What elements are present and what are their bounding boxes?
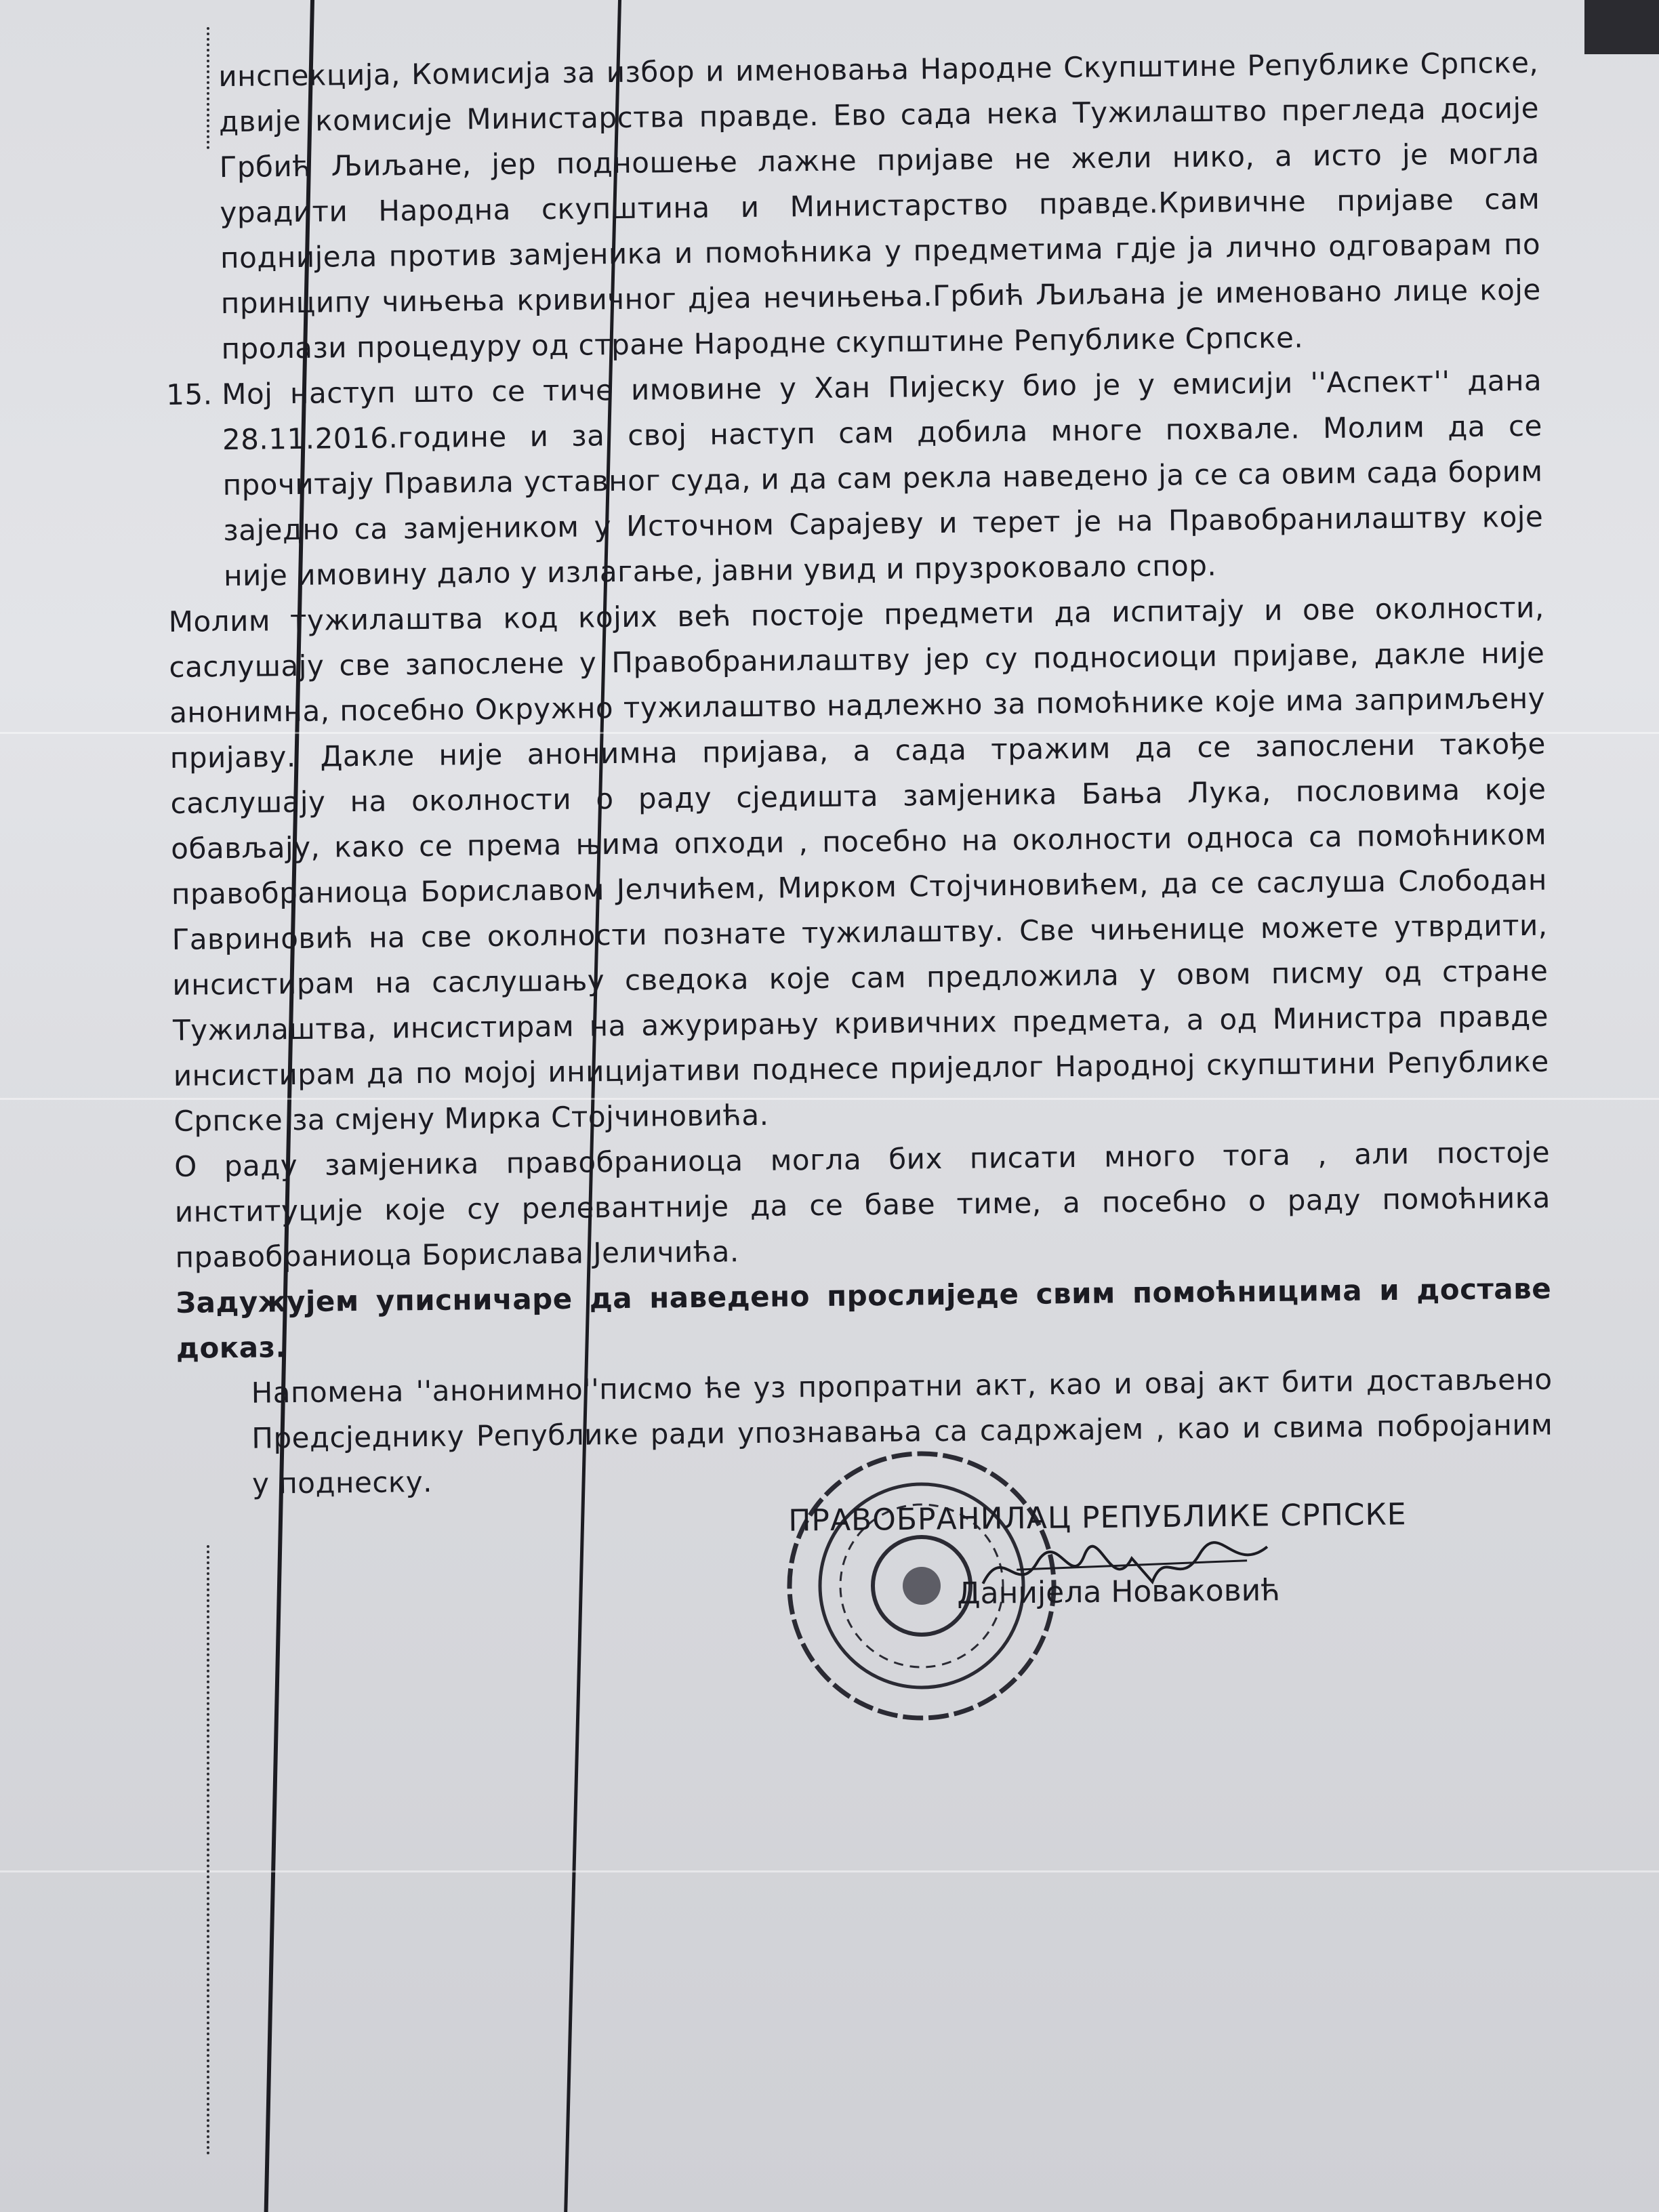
handwritten-signature (976, 1526, 1275, 1611)
list-number: 15. (166, 377, 213, 411)
paragraph-instruction: Задужујем уписничаре да наведено прослиједе свим помоћницима и доставе доказ. (176, 1271, 1552, 1365)
dotted-margin (207, 1545, 212, 2155)
signature-block (758, 1491, 1437, 1620)
paragraph-continuation: инспекција, Комисија за избор и именовања Народне Скупштине Републике Српске, двије комисије Министарства правде. Ево сада нека Тужилаштво прегледа досије Грбић Љиљане, јер подношење лажне пријаве не жели нико, а исто је могла урадити Народна скупштина и Министарство правде.Кривичне пријаве сам поднијела против замјеника и помоћника у предметима гдје ја лично одговарам по принципу чињења кривичног дјеа нечињења.Грбић Љиљана је именовано лице које пролази процедуру од стране Народне скупштине Републике Српске. (218, 45, 1542, 366)
list-item-15 (166, 358, 1544, 599)
paragraph-request: Молим тужилаштва код којих већ постоје предмети да испитају и ове околности, саслушају све запослене у Правобранилаштву јер су подносиоци пријаве, дакле није анонимна, посебно Окружно тужилаштво надлежно за помоћнике које има запримљену пријаву. Дакле није анонимна пријава, а сада тражим да се запослени такође саслушају на околности о раду сједишта замјеника Бања Лука, пословима које обављају, како се према њима опходи , посебно на околности односа са помоћником правобраниоца Бориславом Јелчићем, Мирком Стојчиновићем, да се саслуша Слободан Гавриновић на све околности познате тужилаштву. Све чињенице можете утврдити, инсистирам на саслушању сведока које сам предложила у овом писму од стране Тужилаштва, инсистирам на ажурирању кривичних предмета, а од Министра правде инсистирам да по мојој иницијативи поднесе приједлог Народној скупштини Републике Српске за смјену Мирка Стојчиновића. (168, 590, 1549, 1138)
list-item-text: Мој наступ што се тиче имовине у Хан Пијеску био је у емисији ''Аспект'' дана 28.11.2016.године и за свој наступ сам добила многе похвале. Молим да се прочитају Правила уставног суда, и да сам рекла наведено ја се са овим сада борим заједно са замјеником у Источном Сарајеву и терет је на Правобранилаштву које није имовину дало у излагање, јавни увид и прузроковало спор. (222, 363, 1544, 593)
signature-title: ПРАВОБРАНИЛАЦ РЕПУБЛИКЕ СРПСКЕ (788, 1497, 1407, 1538)
photo-corner (1584, 0, 1659, 54)
signatory-name: Данијела Новаковић (956, 1573, 1281, 1612)
document-body (163, 40, 1553, 1507)
note-paragraph: Напомена ''анонимно''писмо ће уз пропратни акт, као и овај акт бити достављено Предсједнику Републике ради упознавања са садржајем , као и свима побројаним у поднеску. (251, 1362, 1553, 1500)
paper-crease (0, 1870, 1659, 1872)
paragraph-deputies: О раду замјеника правобраниоца могла бих писати много тога , али постоје институције које су релевантније да се баве тиме, а посебно о раду помоћника правобраниоца Борислава Јеличића. (173, 1135, 1551, 1274)
